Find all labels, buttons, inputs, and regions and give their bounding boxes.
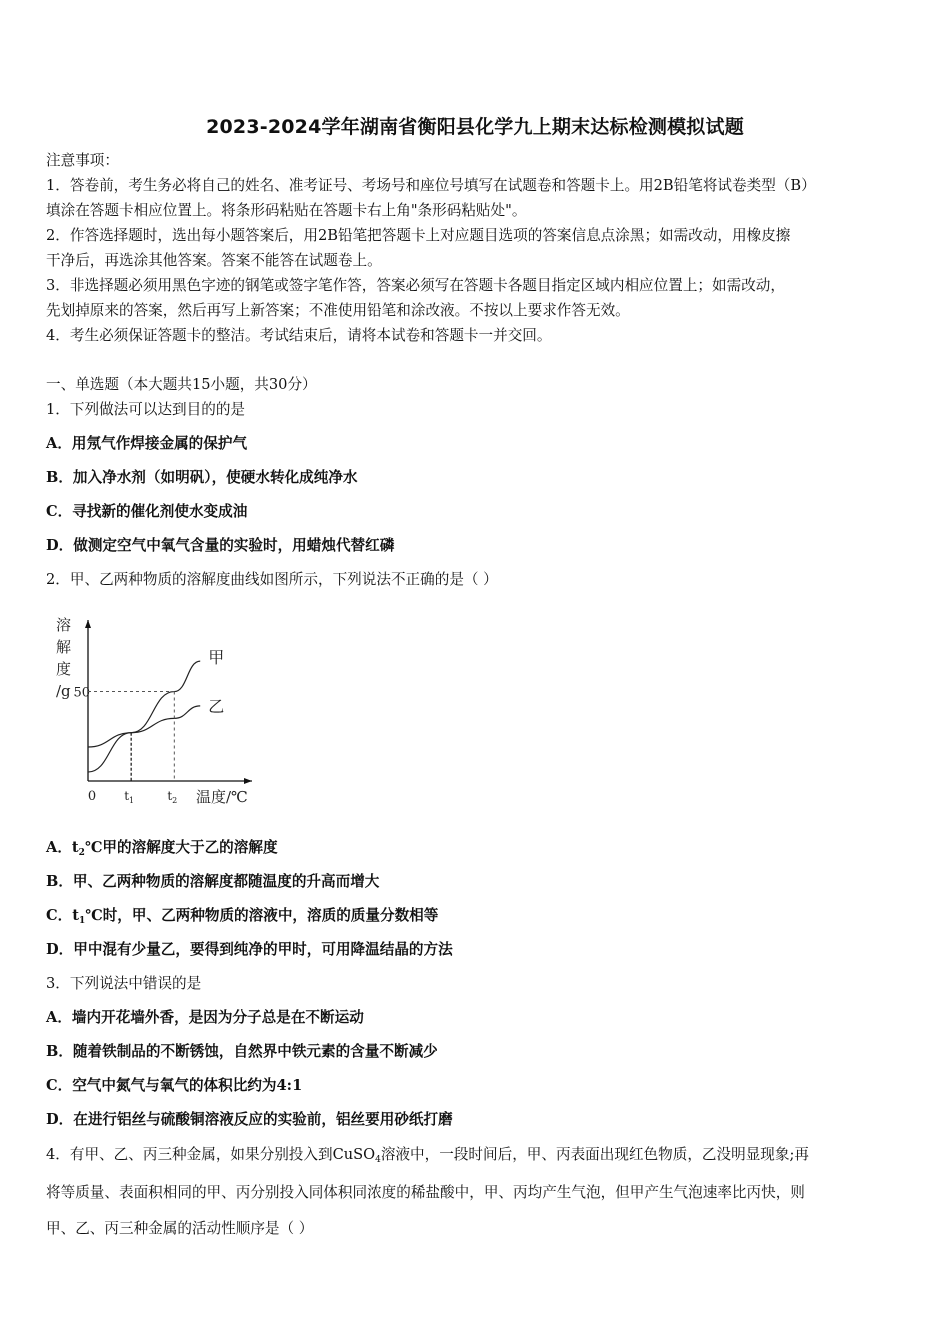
question-4-line: 4．有甲、乙、丙三种金属，如果分别投入到CuSO$_4$溶液中，一段时间后，甲、丙表面出现红色物质，乙没明显现象;再 [46, 1146, 809, 1165]
question-4-line: 将等质量、表面积相同的甲、丙分别投入同体积同浓度的稀盐酸中，甲、丙均产生气泡，但甲产生气泡速率比丙快，则 [46, 1184, 805, 1201]
question-1-option-d: D．做测定空气中氧气含量的实验时，用蜡烛代替红磷 [46, 537, 395, 554]
notice-line: 3．非选择题必须用黑色字迹的钢笔或签字笔作答，答案必须写在答题卡各题目指定区域内相应位置上；如需改动， [46, 277, 785, 294]
series-label-1: 乙 [208, 696, 225, 716]
x-axis-label: 温度/℃ [196, 788, 248, 806]
solubility-chart [44, 608, 274, 808]
question-1-stem: 1．下列做法可以达到目的的是 [46, 401, 246, 418]
x-axis-arrow [244, 778, 252, 784]
y-axis-label-char: /g [56, 682, 71, 700]
question-1-option-b: B．加入净水剂（如明矾），使硬水转化成纯净水 [46, 469, 358, 486]
notice-line: 干净后，再选涂其他答案。答案不能答在试题卷上。 [46, 252, 382, 269]
y-marker-label: 50 [73, 685, 90, 701]
question-2-option-d: D．甲中混有少量乙，要得到纯净的甲时，可用降温结晶的方法 [46, 941, 453, 958]
question-3-option-d: D．在进行铝丝与硫酸铜溶液反应的实验前，铝丝要用砂纸打磨 [46, 1111, 453, 1128]
y-axis-label-char: 解 [56, 638, 72, 656]
question-2-option-c: C．$t_1℃$时，甲、乙两种物质的溶液中，溶质的质量分数相等 [46, 907, 439, 926]
page-title: 2023-2024学年湖南省衡阳县化学九上期末达标检测模拟试题 [206, 116, 744, 138]
notice-heading: 注意事项： [46, 152, 119, 169]
question-3-option-c: C．空气中氮气与氧气的体积比约为4:1 [46, 1077, 303, 1094]
question-3-stem: 3．下列说法中错误的是 [46, 975, 202, 992]
x-marker-label: $t_2$ [167, 789, 178, 805]
y-axis-label-char: 溶 [56, 616, 72, 634]
question-2-option-b: B．甲、乙两种物质的溶解度都随温度的升高而增大 [46, 873, 380, 890]
y-axis-label-char: 度 [56, 660, 72, 678]
series-line-0 [88, 661, 200, 772]
notice-line: 填涂在答题卡相应位置上。将条形码粘贴在答题卡右上角"条形码粘贴处"。 [46, 202, 527, 219]
question-1-option-a: A．用氖气作焊接金属的保护气 [46, 435, 248, 452]
notice-line: 4．考生必须保证答题卡的整洁。考试结束后，请将本试卷和答题卡一并交回。 [46, 327, 552, 344]
question-1-option-c: C．寻找新的催化剂使水变成油 [46, 503, 248, 520]
series-label-0: 甲 [208, 648, 225, 668]
section-heading: 一、单选题（本大题共15小题，共30分） [46, 376, 317, 393]
question-3-option-b: B．随着铁制品的不断锈蚀，自然界中铁元素的含量不断减少 [46, 1043, 438, 1060]
question-2-option-a: A．$t_2℃$甲的溶解度大于乙的溶解度 [46, 839, 278, 858]
notice-line: 1．答卷前，考生务必将自己的姓名、准考证号、考场号和座位号填写在试题卷和答题卡上。用2B铅笔将试卷类型（B） [46, 177, 816, 194]
notice-line: 先划掉原来的答案，然后再写上新答案；不准使用铅笔和涂改液。不按以上要求作答无效。 [46, 302, 630, 319]
notice-line: 2．作答选择题时，选出每小题答案后，用2B铅笔把答题卡上对应题目选项的答案信息点涂黑；如需改动，用橡皮擦 [46, 227, 791, 244]
question-2-stem: 2．甲、乙两种物质的溶解度曲线如图所示，下列说法不正确的是（ ） [46, 571, 498, 588]
origin-label: 0 [87, 789, 97, 804]
question-3-option-a: A．墙内开花墙外香，是因为分子总是在不断运动 [46, 1009, 364, 1026]
question-4-line: 甲、乙、丙三种金属的活动性顺序是（ ） [46, 1220, 314, 1237]
y-axis-arrow [85, 620, 91, 628]
x-marker-label: $t_1$ [124, 789, 135, 805]
